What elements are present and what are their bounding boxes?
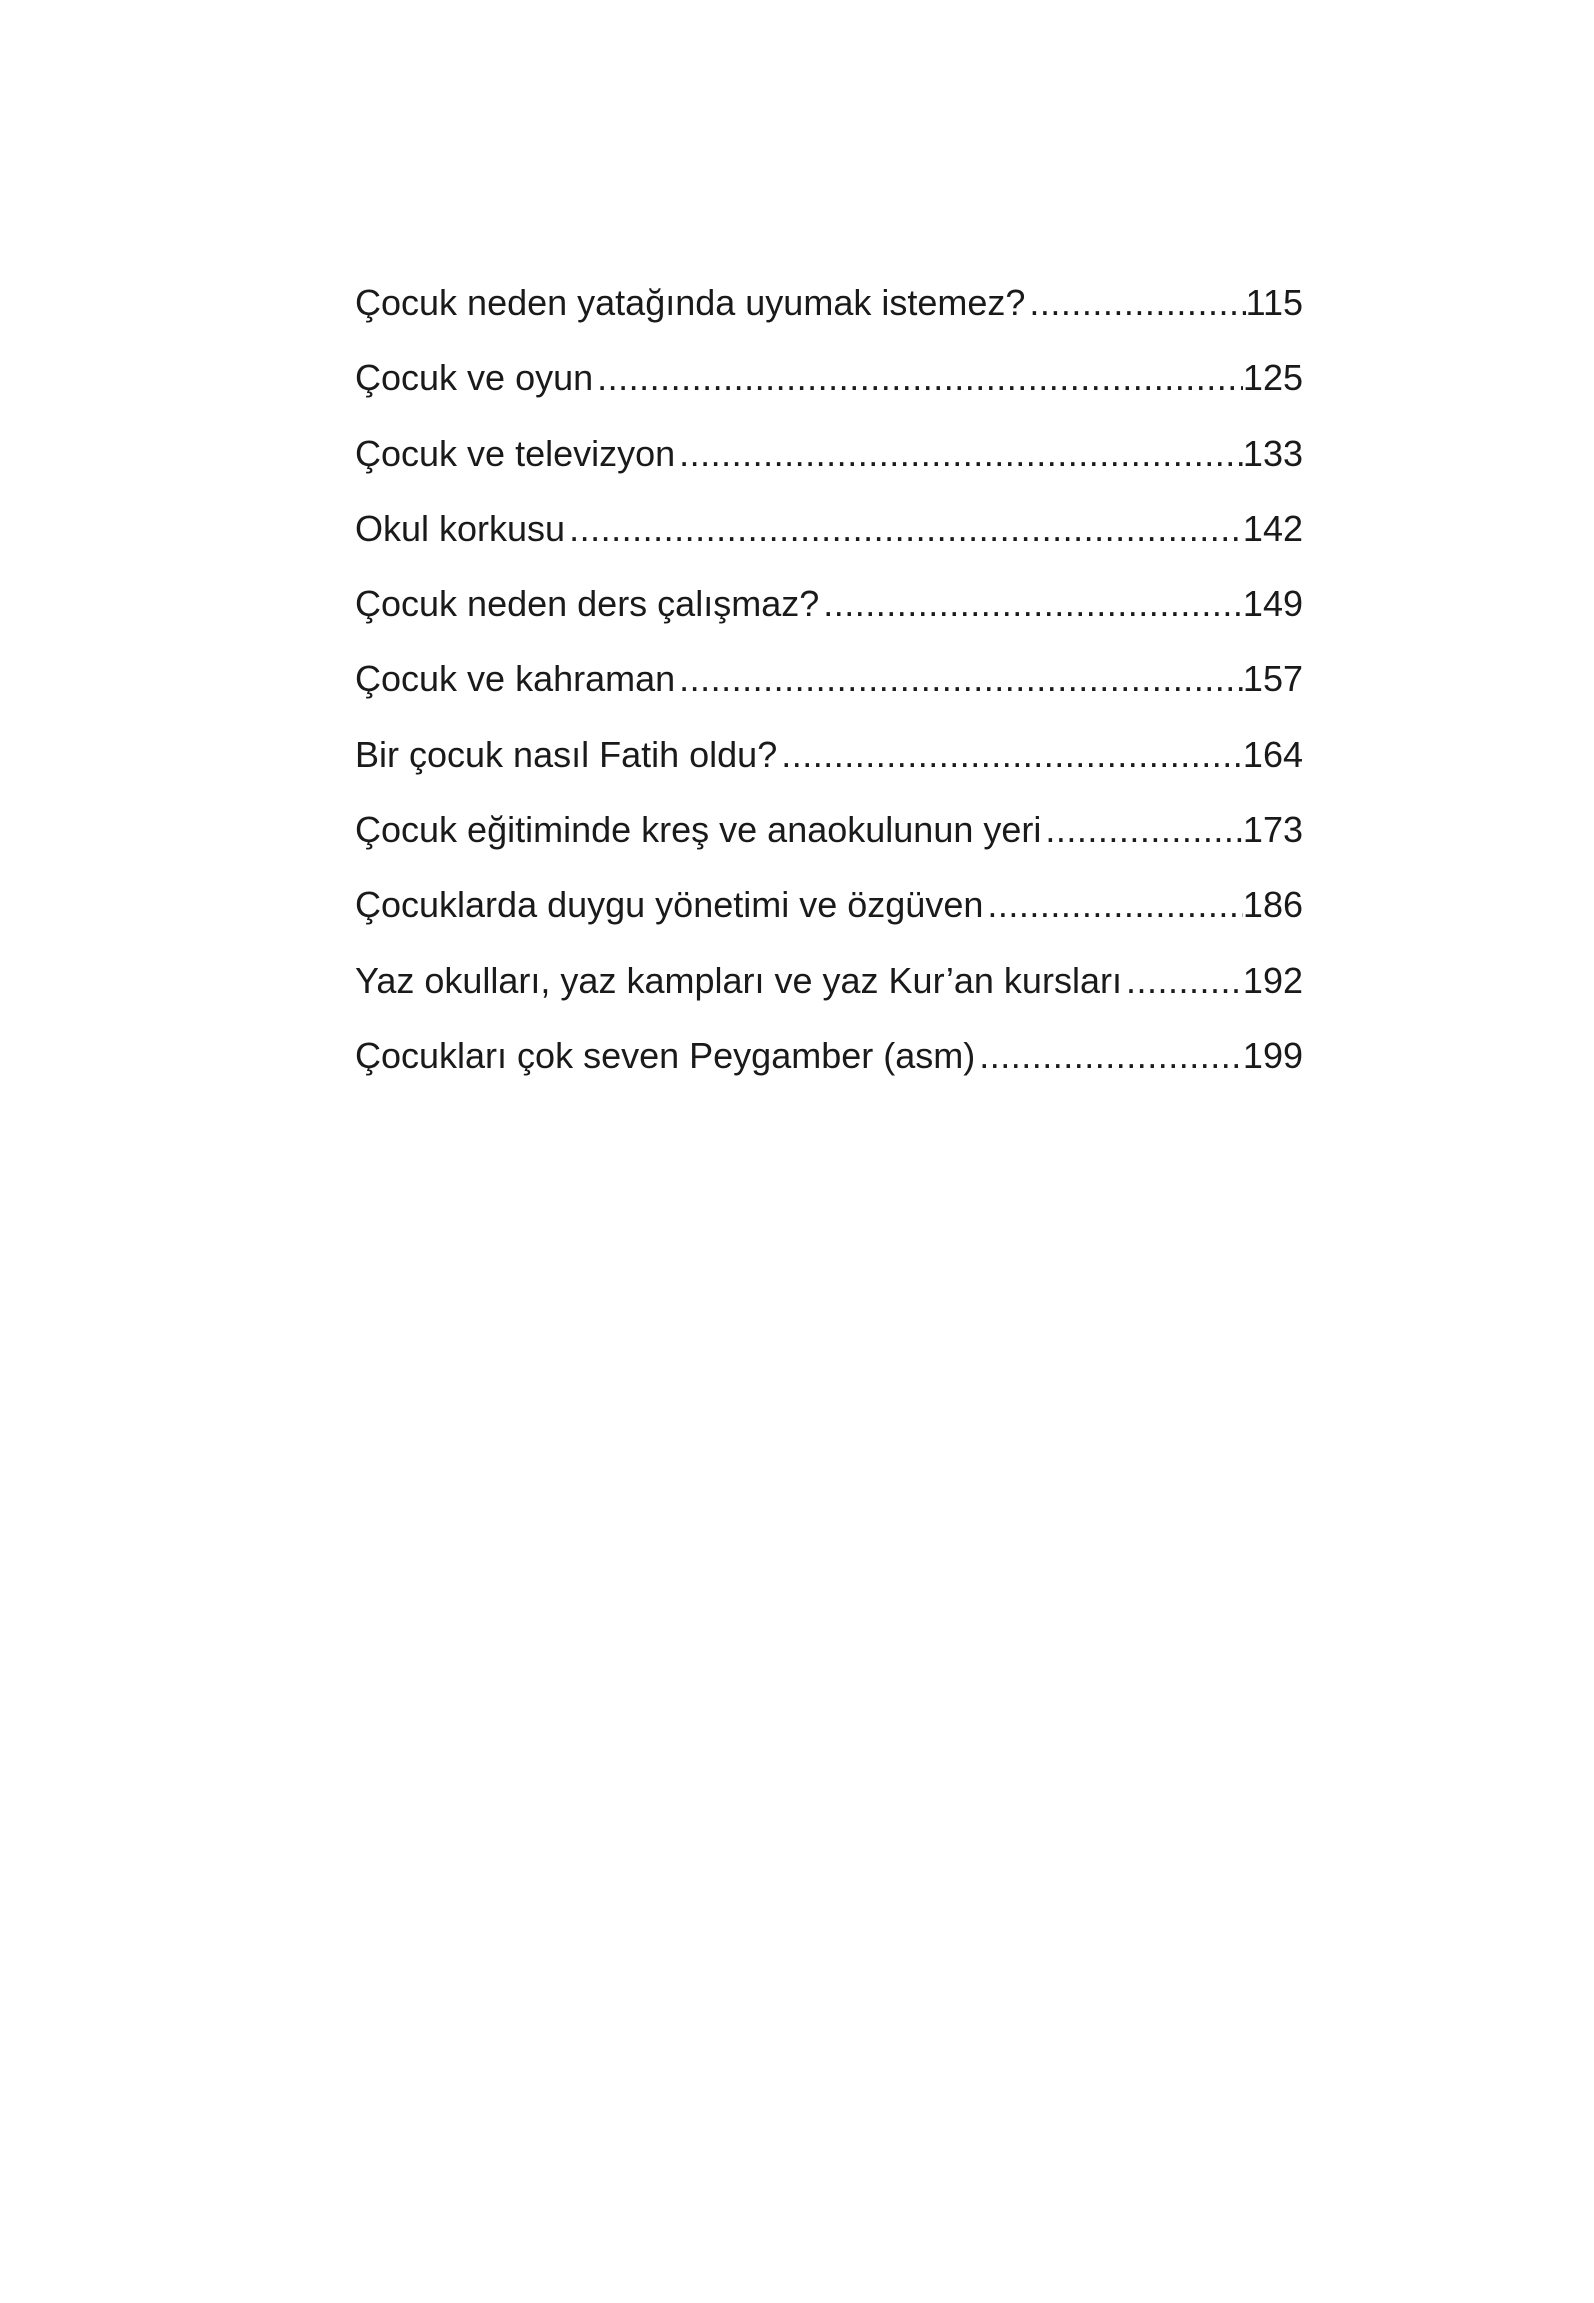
toc-dot-leader — [679, 661, 1243, 697]
toc-entry — [355, 658, 1303, 736]
table-of-contents — [355, 282, 1303, 1113]
toc-entry-page: 199 — [1242, 1034, 1303, 1076]
toc-entry — [355, 884, 1303, 962]
toc-dot-leader — [1029, 285, 1245, 321]
toc-entry — [355, 959, 1303, 1038]
toc-entry — [355, 809, 1303, 887]
toc-entry-title: Çocuk ve kahraman — [355, 658, 676, 700]
toc-dot-leader — [979, 1038, 1243, 1074]
toc-entry-page: 142 — [1242, 507, 1303, 549]
toc-dot-leader — [781, 737, 1243, 773]
toc-dot-leader — [823, 586, 1243, 622]
toc-entry-title: Çocukları çok seven Peygamber (asm) — [355, 1034, 976, 1076]
toc-entry-title: Çocuk neden yatağında uyumak istemez? — [355, 282, 1026, 323]
toc-entry — [355, 733, 1303, 812]
toc-entry-title: Çocuk eğitiminde kreş ve anaokulunun yeri — [355, 809, 1042, 851]
toc-entry-page: 149 — [1242, 583, 1303, 625]
toc-entry-page: 125 — [1242, 357, 1303, 399]
toc-entry-page: 133 — [1242, 432, 1303, 474]
toc-entry — [355, 583, 1303, 661]
toc-entry-title: Yaz okulları, yaz kampları ve yaz Kur’an kursları — [355, 959, 1122, 1001]
toc-dot-leader — [1045, 812, 1243, 848]
toc-entry-page: 164 — [1242, 733, 1303, 775]
toc-entry-page: 186 — [1242, 884, 1303, 926]
toc-entry-page: 115 — [1245, 282, 1303, 323]
toc-dot-leader — [597, 360, 1243, 396]
toc-entry-page: 157 — [1242, 658, 1303, 700]
toc-entry — [355, 432, 1303, 511]
toc-dot-leader — [1126, 963, 1243, 999]
toc-dot-leader — [987, 887, 1243, 923]
toc-entry-title: Çocuk ve televizyon — [355, 432, 676, 474]
toc-entry-title: Okul korkusu — [355, 507, 566, 549]
toc-entry — [355, 282, 1303, 360]
toc-dot-leader — [569, 511, 1243, 547]
toc-entry — [355, 507, 1303, 586]
toc-entry-title: Bir çocuk nasıl Fatih oldu? — [355, 733, 778, 775]
toc-entry-title: Çocuk ve oyun — [355, 357, 594, 399]
toc-entry-title: Çocuklarda duygu yönetimi ve özgüven — [355, 884, 984, 926]
toc-entry-page: 192 — [1242, 959, 1303, 1001]
toc-dot-leader — [679, 436, 1243, 472]
toc-entry — [355, 1034, 1303, 1113]
toc-entry-title: Çocuk neden ders çalışmaz? — [355, 583, 820, 625]
toc-entry — [355, 357, 1303, 435]
toc-entry-page: 173 — [1242, 809, 1303, 851]
